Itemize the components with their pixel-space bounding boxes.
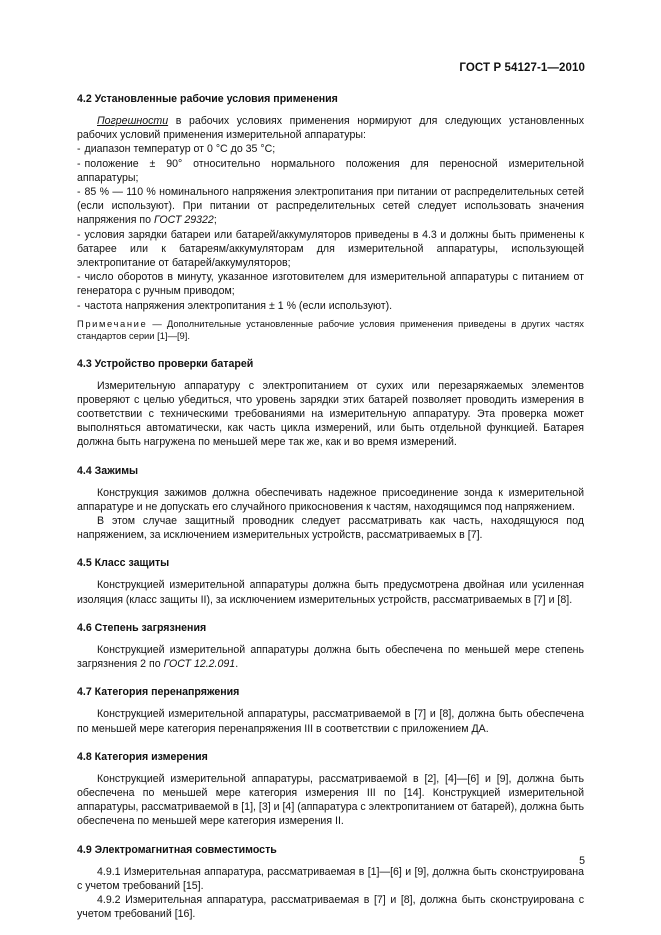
section-text: Измерительную аппаратуру с электропитанием от сухих или перезаряжаемых элементов проверяют с целью убедиться, что уровень зарядки этих батарей позволяет проводить измерения в соответствии с техническими требованиями на измерительную аппаратуру. Эта проверка может выполняться автоматически, как часть цикла измерений, или быть отдельной функцией. Батарея должна быть нагружена по меньшей мере так же, как и во время измерений. [77, 379, 584, 449]
list-item: - 85 % — 110 % номинального напряжения электропитания при питании от распределительных сетей (если используют). При питании от распределительных сетей следует использовать значения напряжения по ГОСТ 29322; [77, 186, 584, 227]
section-text: В этом случае защитный проводник следует рассматривать как часть, находящуюся под напряжением, за исключением измерительных устройств, рассматриваемых в [7]. [77, 515, 584, 542]
list-item: - частота напряжения электропитания ± 1 % (если используют). [77, 299, 393, 312]
section-text: Конструкцией измерительной аппаратуры, рассматриваемой в [7] и [8], должна быть обеспечена по меньшей мере категория перенапряжения III в соответствии с приложением ДА. [77, 708, 584, 735]
section-title: 4.9 Электромагнитная совместимость [77, 843, 277, 856]
note: Примечание — Дополнительные установленные рабочие условия применения приведены в других частях стандартов серии [1]—[9]. [77, 317, 584, 342]
page-number: 5 [579, 855, 585, 867]
standard-reference[interactable]: ГОСТ 12.2.091 [163, 658, 236, 671]
section-text: 4.9.2 Измерительная аппаратура, рассматриваемая в [7] и [8], должна быть сконструирована с учетом требований [16]. [77, 893, 584, 921]
section-title: 4.8 Категория измерения [77, 750, 208, 763]
section-text: Конструкцией измерительной аппаратуры, рассматриваемой в [2], [4]—[6] и [9], должна быть обеспечена по меньшей мере категория измерения III по [14]. Конструкцией измерительной аппаратуры, рассматриваемой в [1], [3] и [4] (аппаратура с электропитанием от батарей), должна быть обеспечена по меньшей мере категория измерения II. [77, 772, 584, 828]
document-header: ГОСТ Р 54127-1—2010 [459, 62, 585, 74]
note-label: Примечание [77, 317, 148, 329]
section-4-4 [77, 464, 584, 543]
document-body [77, 92, 584, 921]
section-title: 4.3 Устройство проверки батарей [77, 357, 254, 370]
section-4-9 [77, 843, 584, 922]
section-intro: Погрешности в рабочих условиях применения нормируют для следующих установленных рабочих условий применения измерительной аппаратуры: [77, 115, 584, 142]
section-title: 4.5 Класс защиты [77, 557, 170, 570]
list-item: - число оборотов в минуту, указанное изготовителем для измерительной аппаратуры с питанием от генератора с ручным приводом; [77, 271, 584, 298]
section-4-3 [77, 357, 584, 450]
section-title: 4.6 Степень загрязнения [77, 621, 207, 634]
section-text: 4.9.1 Измерительная аппаратура, рассматриваемая в [1]—[6] и [9], должна быть сконструирована с учетом требований [15]. [77, 865, 584, 892]
section-4-5 [77, 556, 584, 606]
list-item: - диапазон температур от 0 °С до 35 °С; [77, 143, 276, 156]
section-4-7 [77, 685, 584, 735]
list-item: - положение ± 90° относительно нормального положения для переносной измерительной аппаратуры; [77, 157, 584, 184]
standard-reference[interactable]: ГОСТ 29322 [154, 214, 214, 227]
list-item: - условия зарядки батареи или батарей/аккумуляторов приведены в 4.3 и должны быть применены к батарее или к батареям/аккумуляторам для измерительной аппаратуры, использующей электропитание от батарей/аккумуляторов; [77, 228, 584, 270]
section-text: Конструкцией измерительной аппаратуры должна быть обеспечена по меньшей мере степень загрязнения 2 по ГОСТ 12.2.091. [77, 643, 584, 671]
section-4-2 [77, 92, 584, 343]
section-4-6 [77, 621, 584, 671]
section-title: 4.7 Категория перенапряжения [77, 686, 240, 699]
term-link[interactable]: Погрешности [97, 115, 169, 127]
section-title: 4.2 Установленные рабочие условия применения [77, 93, 338, 105]
section-text: Конструкция зажимов должна обеспечивать надежное присоединение зонда к измерительной аппаратуре и не допускать его случайного прикосновения к частям, находящимся под напряжением. [77, 486, 584, 513]
section-text: Конструкцией измерительной аппаратуры должна быть предусмотрена двойная или усиленная изоляция (класс защиты II), за исключением измерительных устройств, рассматриваемых в [7] и [8]. [77, 579, 584, 606]
section-title: 4.4 Зажимы [77, 464, 139, 477]
section-4-8 [77, 750, 584, 829]
